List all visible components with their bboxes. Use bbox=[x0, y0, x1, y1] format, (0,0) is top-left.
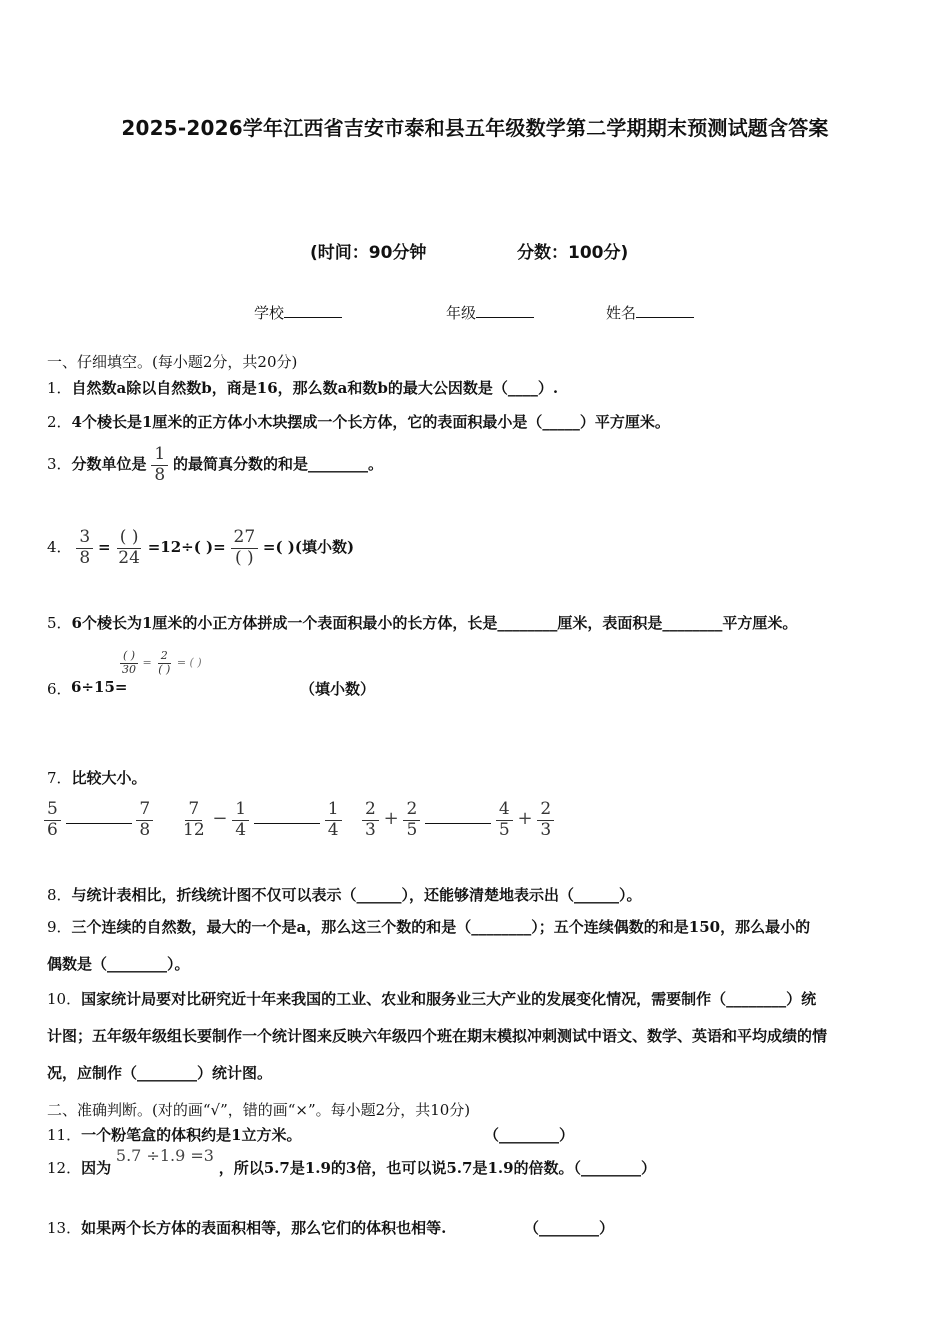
division-expression: =12÷( )= bbox=[147, 538, 226, 557]
question-text-post: （填小数） bbox=[300, 680, 376, 698]
question-number: 1． bbox=[47, 379, 72, 397]
fraction-3-8 bbox=[76, 528, 93, 568]
fraction bbox=[496, 800, 513, 840]
question-text-line-3: 况，应制作（________）统计图。 bbox=[47, 1064, 273, 1082]
decimal-blank: =( )(填小数) bbox=[262, 538, 355, 557]
question-3 bbox=[47, 445, 383, 485]
fraction-blank-24 bbox=[115, 528, 143, 568]
sketch-fraction-1 bbox=[119, 650, 139, 676]
fraction-numerator: 7 bbox=[136, 800, 153, 821]
page-title: 2025-2026学年江西省吉安市泰和县五年级数学第二学期期末预测试题含答案 bbox=[121, 116, 829, 140]
fraction bbox=[325, 800, 342, 840]
name-field bbox=[606, 302, 694, 323]
fraction-27-blank bbox=[231, 528, 259, 568]
question-number: 2． bbox=[47, 413, 72, 431]
compare-blank[interactable] bbox=[425, 811, 491, 824]
fraction-numerator: ( ) bbox=[117, 528, 142, 549]
question-text-pre: 分数单位是 bbox=[71, 455, 147, 474]
question-number: 11． bbox=[47, 1126, 82, 1144]
question-number: 3． bbox=[47, 455, 72, 474]
fraction-denominator: 8 bbox=[79, 547, 91, 568]
plus-sign: + bbox=[383, 808, 399, 830]
name-label: 姓名 bbox=[606, 304, 637, 322]
question-number: 7． bbox=[47, 769, 72, 787]
school-field bbox=[254, 302, 342, 323]
compare-a bbox=[44, 800, 153, 840]
fraction-denominator: 4 bbox=[327, 819, 339, 840]
compare-blank[interactable] bbox=[254, 811, 320, 824]
question-6 bbox=[47, 650, 647, 710]
question-number: 6． bbox=[47, 680, 72, 698]
school-label: 学校 bbox=[254, 304, 285, 322]
fraction-unit bbox=[151, 445, 168, 485]
question-9 bbox=[47, 909, 810, 983]
fraction bbox=[44, 800, 61, 840]
fraction bbox=[136, 800, 153, 840]
section-1-heading: 一、仔细填空。(每小题2分，共20分) bbox=[47, 353, 298, 371]
question-text-post: 的最简真分数的和是________。 bbox=[172, 455, 383, 474]
sketch-fraction-2 bbox=[155, 650, 173, 676]
minus-sign: − bbox=[212, 808, 228, 830]
question-10 bbox=[47, 981, 827, 1092]
question-8 bbox=[47, 884, 642, 905]
fraction-denominator: ( ) bbox=[234, 547, 254, 568]
question-text: 4个棱长是1厘米的正方体小木块摆成一个长方体，它的表面积最小是（_____）平方厘米。 bbox=[71, 413, 670, 431]
compare-c bbox=[362, 800, 554, 840]
question-text-post: ，所以5.7是1.9的3倍，也可以说5.7是1.9的倍数。（________） bbox=[218, 1159, 657, 1177]
fraction-denominator: 8 bbox=[154, 464, 166, 485]
section-2-heading: 二、准确判断。(对的画“√”，错的画“×”。每小题2分，共10分) bbox=[47, 1101, 471, 1119]
sketch-den: ( ) bbox=[158, 662, 171, 676]
question-number: 9． bbox=[47, 918, 72, 936]
compare-b bbox=[180, 800, 342, 840]
compare-blank[interactable] bbox=[66, 811, 132, 824]
question-text: 一个粉笔盒的体积约是1立方米。 bbox=[81, 1126, 302, 1144]
fraction-numerator: 2 bbox=[362, 800, 379, 821]
fraction-denominator: 6 bbox=[47, 819, 58, 840]
exam-score: 分数：100分) bbox=[517, 243, 629, 263]
answer-blank[interactable]: （________） bbox=[484, 1126, 575, 1144]
question-13 bbox=[47, 1217, 446, 1238]
question-text: 6个棱长为1厘米的小正方体拼成一个表面积最小的长方体，长是________厘米，表面积是________平方厘米。 bbox=[71, 614, 798, 632]
question-1 bbox=[47, 377, 558, 398]
question-number: 8． bbox=[47, 886, 72, 904]
question-text-line-1: 国家统计局要对比研究近十年来我国的工业、农业和服务业三大产业的发展变化情况，需要制作（________）统 bbox=[81, 990, 817, 1008]
fraction-numerator: 5 bbox=[44, 800, 61, 821]
question-number: 4． bbox=[47, 538, 72, 557]
fraction-denominator: 8 bbox=[139, 819, 151, 840]
question-number: 5． bbox=[47, 614, 72, 632]
fraction-numerator: 1 bbox=[325, 800, 342, 821]
fraction-denominator: 24 bbox=[118, 547, 140, 568]
fraction bbox=[180, 800, 208, 840]
fraction-numerator: 2 bbox=[403, 800, 420, 821]
school-blank[interactable] bbox=[284, 305, 342, 318]
fraction-numerator: 3 bbox=[76, 528, 93, 549]
question-12 bbox=[47, 1146, 657, 1178]
fraction-numerator: 4 bbox=[496, 800, 513, 821]
question-text: 自然数a除以自然数b，商是16，那么数a和数b的最大公因数是（____）. bbox=[71, 379, 559, 397]
question-text: 比较大小。 bbox=[71, 769, 147, 787]
question-number: 12． bbox=[47, 1159, 82, 1177]
fraction-denominator: 3 bbox=[365, 819, 376, 840]
question-number: 10． bbox=[47, 990, 82, 1008]
fraction-numerator: 7 bbox=[185, 800, 202, 821]
question-2 bbox=[47, 411, 670, 432]
grade-label: 年级 bbox=[446, 304, 477, 322]
question-11 bbox=[47, 1124, 302, 1145]
sketch-blank: ( ) bbox=[189, 656, 202, 670]
name-blank[interactable] bbox=[636, 305, 694, 318]
fraction-numerator: 1 bbox=[151, 445, 168, 466]
fraction-denominator: 5 bbox=[406, 819, 418, 840]
question-number: 13． bbox=[47, 1219, 82, 1237]
handwritten-sketch bbox=[119, 650, 202, 676]
exam-time: (时间：90分钟 bbox=[310, 243, 427, 263]
grade-field bbox=[446, 302, 534, 323]
fraction-denominator: 4 bbox=[235, 819, 247, 840]
fraction bbox=[362, 800, 379, 840]
question-text: 与统计表相比，折线统计图不仅可以表示（______），还能够清楚地表示出（______）。 bbox=[71, 886, 642, 904]
question-7 bbox=[47, 767, 147, 788]
sketch-den: 30 bbox=[122, 662, 136, 676]
sketch-equals: = bbox=[176, 656, 187, 670]
fraction-numerator: 1 bbox=[232, 800, 249, 821]
question-text-line-2: 计图；五年级年级组长要制作一个统计图来反映六年级四个班在期末模拟冲刺测试中语文、数学、英语和平均成绩的情 bbox=[47, 1027, 828, 1045]
sketch-equals: = bbox=[142, 656, 152, 670]
sketch-num: 2 bbox=[158, 650, 171, 664]
answer-blank[interactable]: （________） bbox=[524, 1219, 615, 1237]
sketch-num: ( ) bbox=[120, 650, 138, 664]
question-5 bbox=[47, 612, 797, 633]
grade-blank[interactable] bbox=[476, 305, 534, 318]
fraction-denominator: 12 bbox=[183, 819, 205, 840]
plus-sign: + bbox=[517, 808, 533, 830]
question-text-pre: 6÷15= bbox=[71, 678, 128, 696]
fraction-numerator: 2 bbox=[537, 800, 554, 821]
fraction bbox=[403, 800, 420, 840]
fraction bbox=[537, 800, 554, 840]
equals-sign: = bbox=[97, 538, 111, 557]
question-text-line-1: 三个连续的自然数，最大的一个是a，那么这三个数的和是（________）；五个连续偶数的和是150，那么最小的 bbox=[71, 918, 811, 936]
fraction-denominator: 3 bbox=[540, 819, 552, 840]
formula: 5.7 ÷1.9 =3 bbox=[115, 1146, 214, 1165]
question-4 bbox=[47, 528, 354, 568]
fraction-numerator: 27 bbox=[231, 528, 259, 549]
question-text-pre: 因为 bbox=[81, 1159, 112, 1177]
fraction-denominator: 5 bbox=[498, 819, 510, 840]
question-text: 如果两个长方体的表面积相等，那么它们的体积也相等. bbox=[81, 1219, 447, 1237]
fraction bbox=[232, 800, 249, 840]
question-text-line-2: 偶数是（________）。 bbox=[47, 955, 190, 973]
